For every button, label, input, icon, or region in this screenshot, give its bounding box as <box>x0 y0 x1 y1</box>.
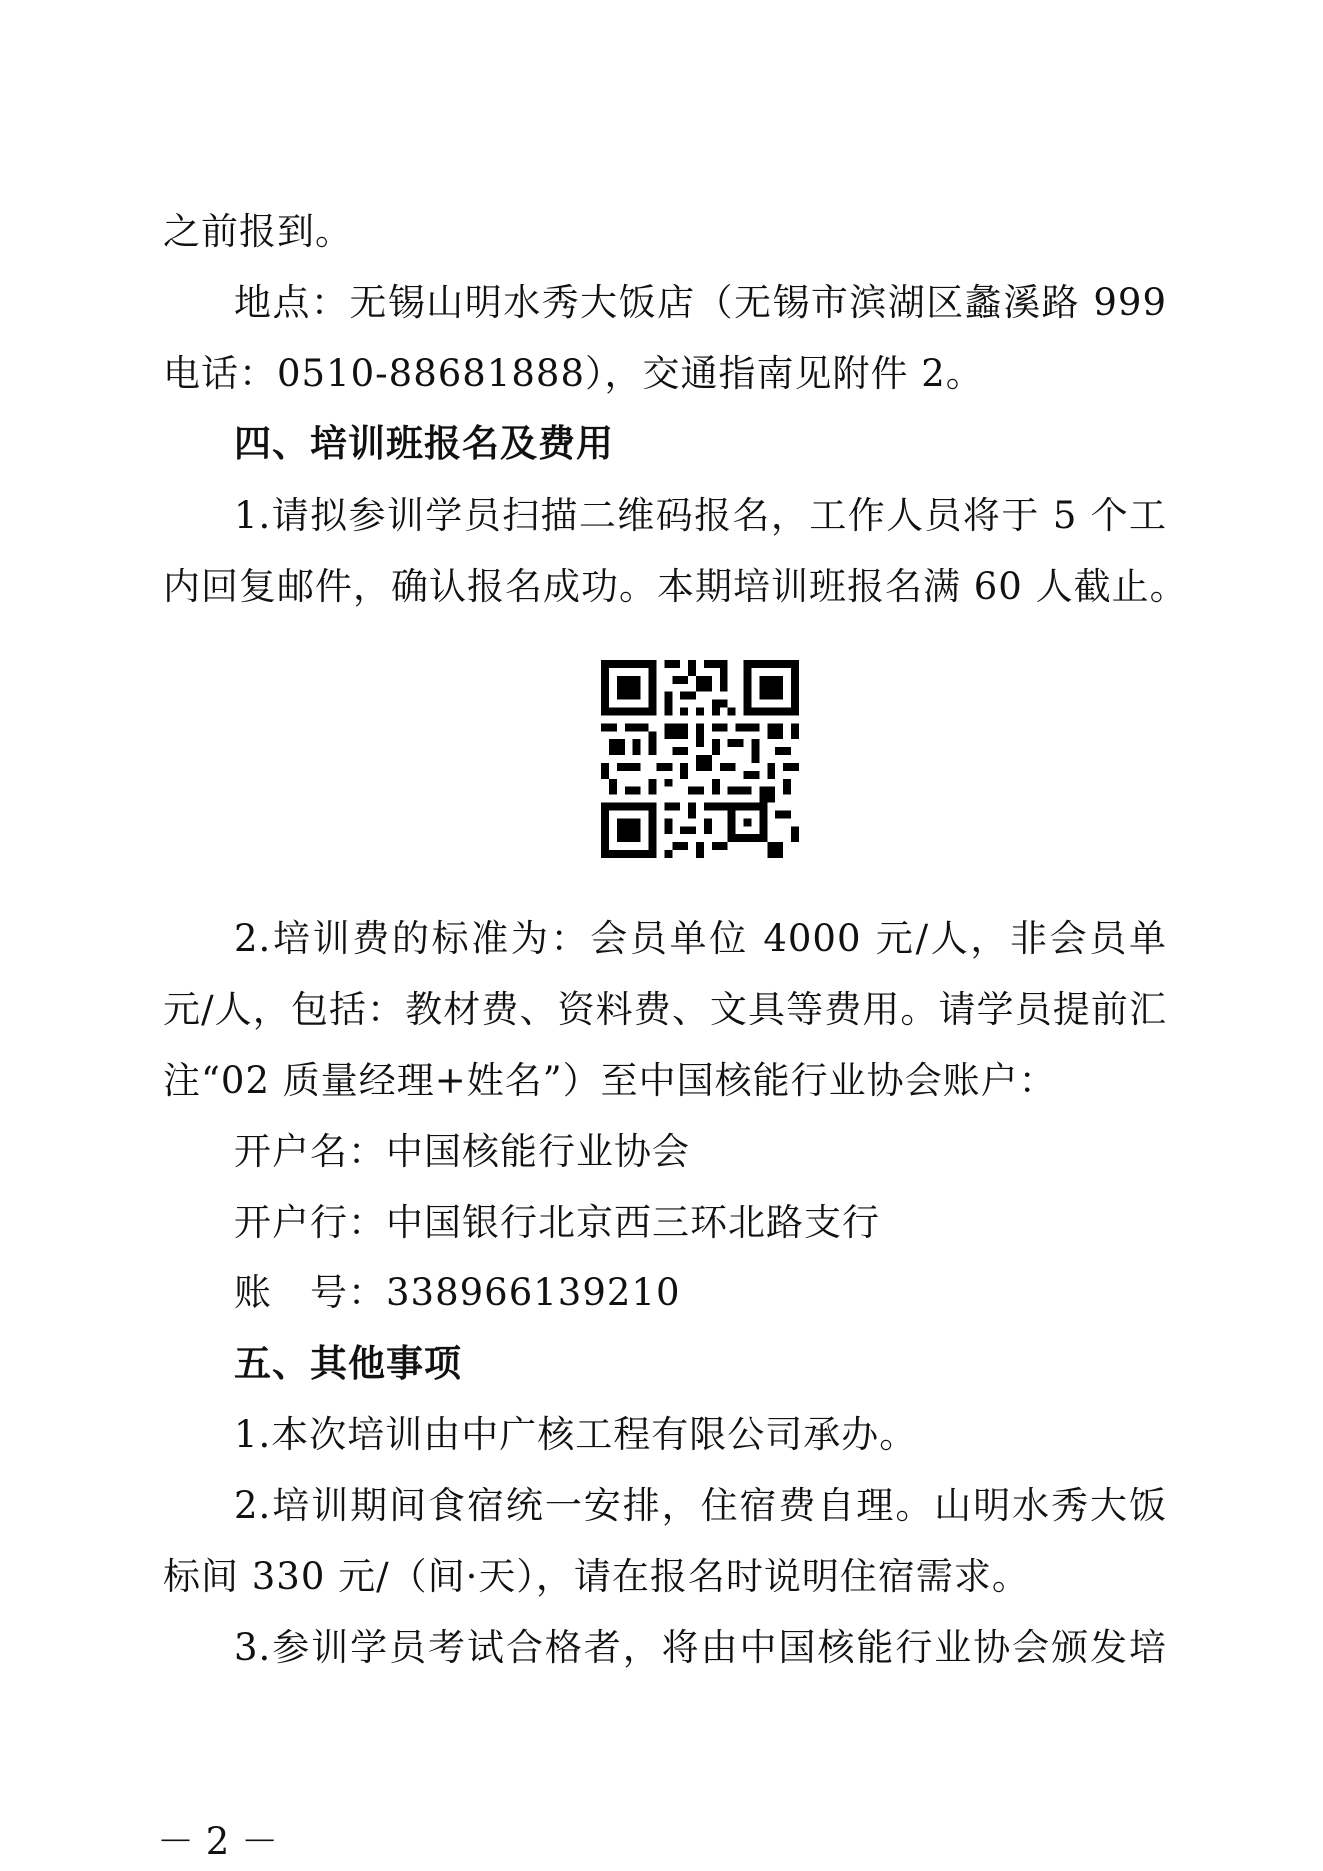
registration-qr-code <box>601 660 799 858</box>
section-heading: 五、其他事项 <box>234 1342 462 1385</box>
text-line: 注“02 质量经理+姓名”）至中国核能行业协会账户： <box>163 1059 1057 1102</box>
text-line: 标间 330 元/（间·天），请在报名时说明住宿需求。 <box>163 1555 1030 1598</box>
account-bank-line: 开户行：中国银行北京西三环北路支行 <box>234 1201 880 1244</box>
text-line: 元/人，包括：教材费、资料费、文具等费用。请学员提前汇 <box>163 988 1167 1031</box>
text-line: 1.请拟参训学员扫描二维码报名，工作人员将于 5 个工 <box>234 494 1167 537</box>
section-heading: 四、培训班报名及费用 <box>234 422 614 465</box>
text-line: 1.本次培训由中广核工程有限公司承办。 <box>234 1413 918 1456</box>
text-line: 地点：无锡山明水秀大饭店（无锡市滨湖区蠡溪路 999 <box>234 281 1167 324</box>
text-line: 2.培训期间食宿统一安排，住宿费自理。山明水秀大饭 <box>234 1484 1167 1527</box>
page-number: － 2 － <box>157 1820 279 1863</box>
text-line: 之前报到。 <box>163 210 353 253</box>
account-number-line: 账 号：338966139210 <box>234 1271 681 1314</box>
text-line: 3.参训学员考试合格者，将由中国核能行业协会颁发培 <box>234 1626 1167 1669</box>
text-line: 2.培训费的标准为：会员单位 4000 元/人，非会员单 <box>234 917 1167 960</box>
account-name-line: 开户名：中国核能行业协会 <box>234 1130 690 1173</box>
text-line: 电话：0510-88681888），交通指南见附件 2。 <box>163 352 984 395</box>
text-line: 内回复邮件，确认报名成功。本期培训班报名满 60 人截止。 <box>163 565 1188 608</box>
